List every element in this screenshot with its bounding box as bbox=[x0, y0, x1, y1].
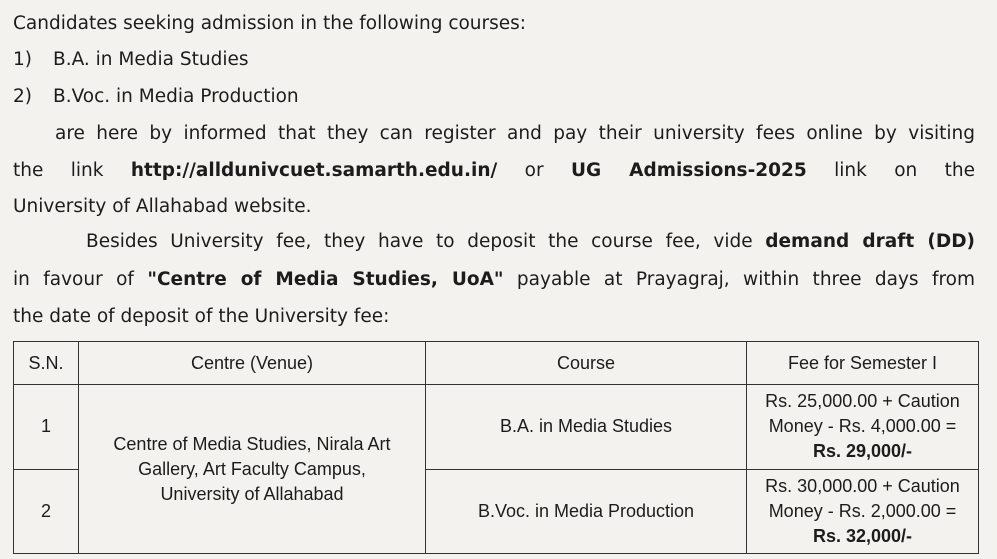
venue-line: Centre of Media Studies, Nirala Art bbox=[113, 433, 391, 454]
cell-fee bbox=[747, 469, 979, 554]
para1-line3: University of Allahabad website. bbox=[13, 196, 312, 217]
para2-line1 bbox=[86, 230, 975, 254]
intro-text: Candidates seeking admission in the following courses: bbox=[13, 13, 527, 34]
table-row bbox=[14, 385, 979, 470]
fee-line: Rs. 30,000.00 + Caution bbox=[765, 475, 960, 496]
list-number: 2) bbox=[13, 86, 32, 107]
para1-line2 bbox=[13, 159, 975, 183]
text: Besides University fee, they have to deposit the course fee, vide bbox=[86, 231, 753, 252]
fee-table bbox=[13, 341, 979, 554]
course-name: B.Voc. in Media Production bbox=[53, 86, 299, 107]
table-header-row bbox=[14, 342, 979, 385]
header-fee: Fee for Semester I bbox=[747, 342, 979, 385]
fee-line: Rs. 25,000.00 + Caution bbox=[765, 391, 960, 412]
header-sn: S.N. bbox=[14, 342, 79, 385]
text: link on the bbox=[834, 160, 976, 181]
venue-line: University of Allahabad bbox=[160, 483, 344, 504]
para2-line2 bbox=[13, 268, 975, 292]
list-number: 1) bbox=[13, 49, 32, 70]
venue-line: Gallery, Art Faculty Campus, bbox=[138, 458, 366, 479]
registration-link[interactable]: http://alldunivcuet.samarth.edu.in/ bbox=[130, 160, 498, 181]
text: in favour of bbox=[13, 269, 134, 290]
cell-course: B.A. in Media Studies bbox=[426, 385, 747, 470]
cell-sn: 1 bbox=[14, 385, 79, 470]
text: payable at Prayagraj, within three days from bbox=[516, 269, 975, 290]
course-list-item-2 bbox=[13, 85, 975, 109]
cell-course: B.Voc. in Media Production bbox=[426, 469, 747, 554]
cell-sn: 2 bbox=[14, 469, 79, 554]
course-list-item-1 bbox=[13, 48, 975, 72]
header-course: Course bbox=[426, 342, 747, 385]
course-name: B.A. in Media Studies bbox=[53, 49, 249, 70]
cell-venue bbox=[79, 385, 426, 554]
cell-fee bbox=[747, 385, 979, 470]
text: the link bbox=[13, 160, 104, 181]
header-venue: Centre (Venue) bbox=[79, 342, 426, 385]
para2-line3: the date of deposit of the University fee: bbox=[13, 306, 390, 327]
text: or bbox=[524, 160, 544, 181]
demand-draft-text: demand draft (DD) bbox=[765, 231, 976, 252]
para1-line1: are here by informed that they can register and pay their university fees online by visiting bbox=[55, 123, 975, 144]
fee-total: Rs. 32,000/- bbox=[812, 525, 913, 546]
fee-line: Money - Rs. 2,000.00 = bbox=[768, 500, 957, 521]
fee-line: Money - Rs. 4,000.00 = bbox=[768, 416, 957, 437]
fee-total: Rs. 29,000/- bbox=[812, 441, 913, 462]
ug-admissions-link[interactable]: UG Admissions-2025 bbox=[570, 160, 807, 181]
favour-text: "Centre of Media Studies, UoA" bbox=[147, 269, 504, 290]
